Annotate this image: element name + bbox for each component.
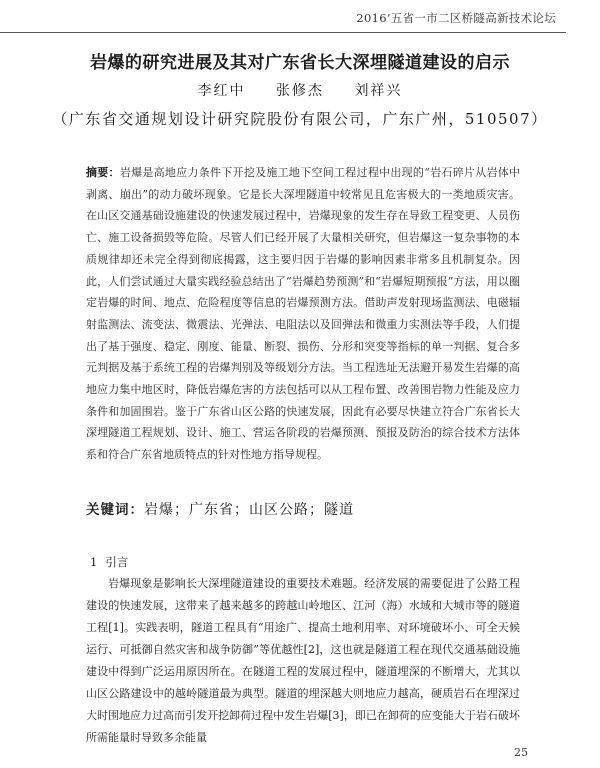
author-list — [0, 80, 600, 100]
keywords — [86, 498, 526, 519]
section-title: 引言 — [105, 555, 129, 569]
author-name: 李红中 — [197, 83, 246, 99]
keywords-label: 关键词： — [86, 502, 144, 518]
page-number: 25 — [514, 746, 528, 759]
body-paragraph: 岩爆现象是影响长大深埋隧道建设的重要技术难题。经济发展的需要促进了公路工程建设的快速发展，这带来了越来越多的跨越山岭地区、江河（海）水域和大城市等的隧道工程[1]。实践表明，隧道工程具有“用途广、提高土地利用率、对环境破坏小、可全天候运行、可抵御自然灾害和战争防御”等优越性[2]，这也就是隧道工程在现代交通基础设施建设中得到广泛运用原因所在。在隧道工程的发展过程中，隧道埋深的不断增大，尤其以山区公路建设中的越岭隧道最为典型。隧道的埋深越大则地应力越高，硬质岩石在埋深过大时围地应力过高而引发开挖卸荷过程中发生岩爆[3]，即已在卸荷的应变能大于岩石破坏所需能量时导致多余能量 — [86, 577, 520, 744]
paper-title: 岩爆的研究进展及其对广东省长大深埋隧道建设的启示 — [90, 53, 510, 73]
abstract — [86, 162, 520, 466]
affiliation: （广东省交通规划设计研究院股份有限公司，广东广州，510507） — [52, 110, 548, 128]
abstract-label: 摘要： — [86, 166, 120, 179]
keywords-text: 岩爆；广东省；山区公路；隧道 — [144, 502, 354, 518]
section-number: 1 — [90, 555, 98, 569]
section-heading — [90, 554, 128, 570]
running-head: 2016’五省一市二区桥隧高新技术论坛 — [356, 11, 556, 25]
abstract-text: 岩爆是高地应力条件下开挖及施工地下空间工程过程中出现的“岩石碎片从岩体中剥离、崩出”的动力破坏现象。它是长大深埋隧道中较常见且危害极大的一类地质灾害。在山区交通基础设施建设的快速发展过程中，岩爆现象的发生存在导致工程变更、人员伤亡、施工设备损毁等危险。尽管人们已经开展了大量相关研究，但岩爆这一复杂事物的本质规律却还未完全得到彻底揭露，这主要归因于岩爆的影响因素非常多且机制复杂。因此，人们尝试通过大量实践经验总结出了“岩爆趋势预测”和“岩爆短期预报”方法，用以圈定岩爆的时间、地点、危险程度等信息的岩爆预测方法。借助声发射现场监测法、电磁辐射监测法、流变法、微震法、光弹法、电阻法以及回弹法和微重力实测法等手段，人们提出了基于强度、稳定、刚度、能量、断裂、损伤、分形和突变等指标的单一判据、复合多元判据及基于系统工程的岩爆判别及等级划分方法。当工程选址无法避开易发生岩爆的高地应力集中地区时，降低岩爆危害的方法包括可以从工程布置、改善围岩物力性能及应力条件和加固围岩。鉴于广东省山区公路的快速发展，因此有必要尽快建立符合广东省长大深埋隧道工程规划、设计、施工、营运各阶段的岩爆预测、预报及防治的综合技术方法体系和符合广东省地质特点的针对性地方指导规程。 — [86, 166, 521, 462]
author-name: 张修杰 — [276, 83, 324, 99]
header-rule — [0, 32, 566, 33]
author-name: 刘祥兴 — [354, 83, 403, 99]
